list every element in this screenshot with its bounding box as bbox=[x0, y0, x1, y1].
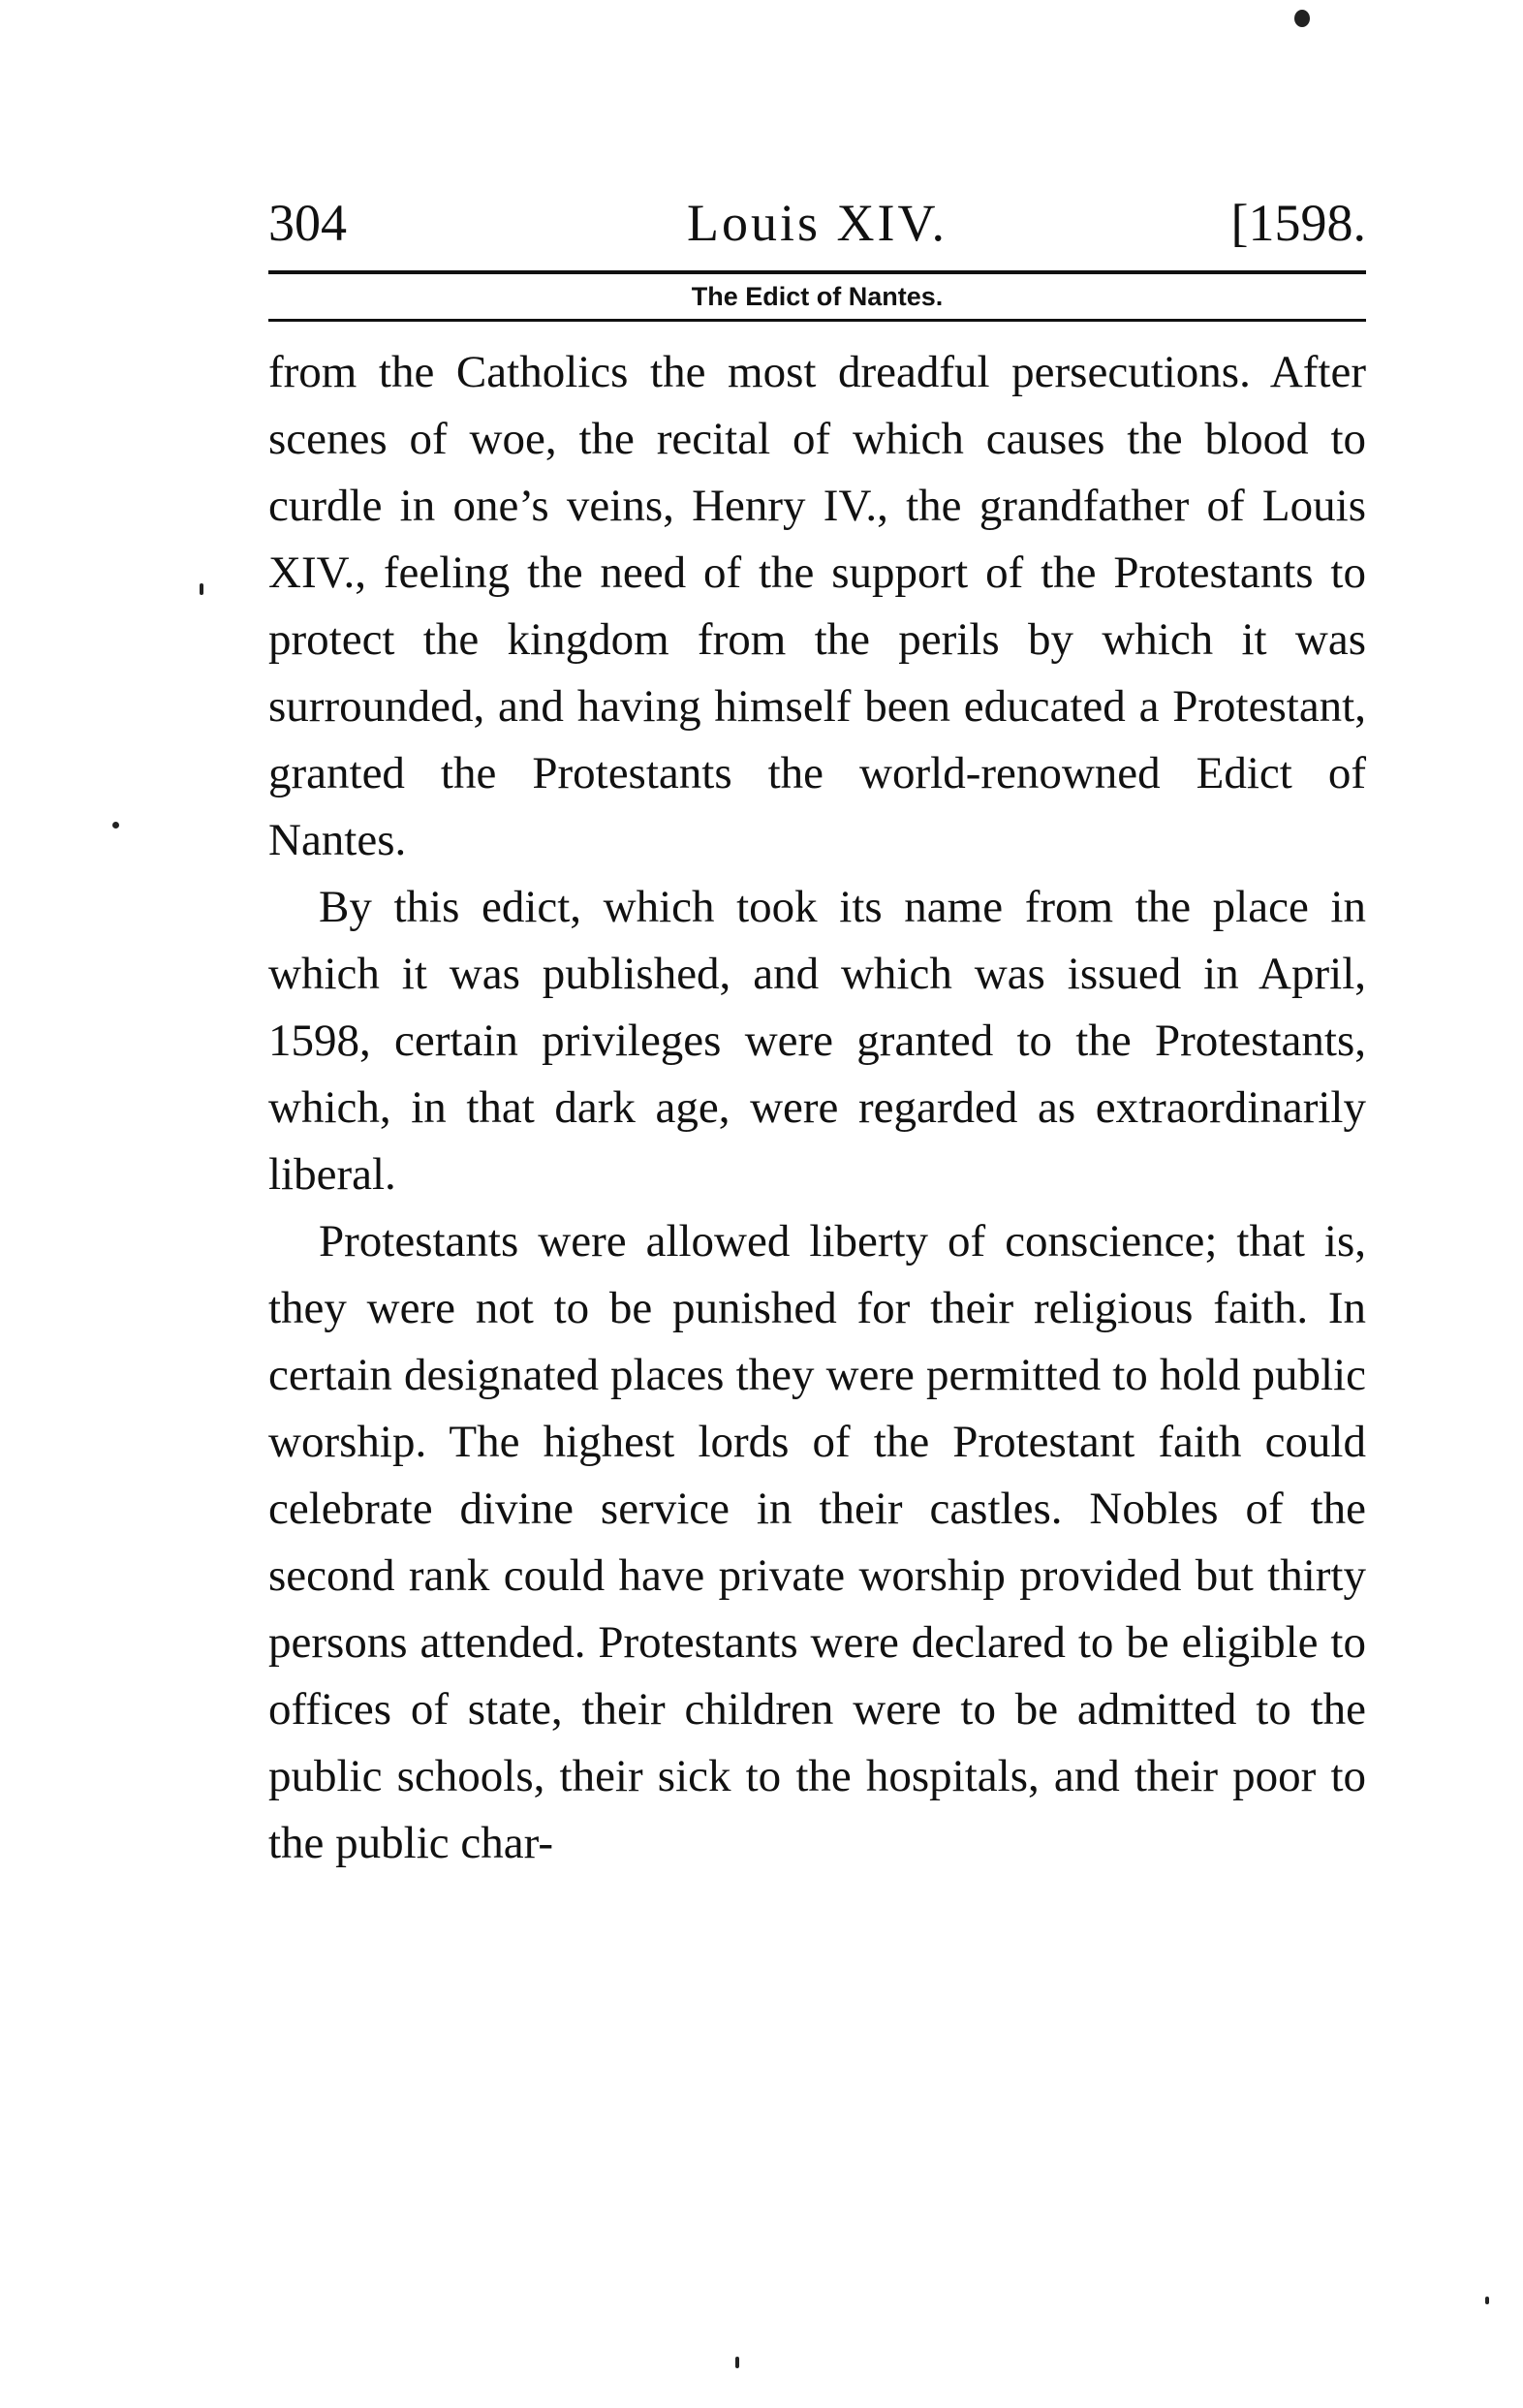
paragraph: Protestants were allowed liberty of conscience; that is, they were not to be punished for their religious faith. In certain designated places they were permitted to hold public worship. The highest lords of the Protestant faith could celebrate divine service in their castles. Nobles of the second rank could have private worship provided but thirty persons attended. Protestants were declared to be eligible to offices of state, their children were to be admitted to the public schools, their sick to the hospitals, and their poor to the public char- bbox=[268, 1216, 1366, 1868]
ink-speck bbox=[200, 583, 203, 595]
book-title: Louis XIV. bbox=[686, 194, 948, 252]
ink-speck bbox=[1485, 2297, 1489, 2304]
page-number: 304 bbox=[268, 194, 347, 252]
section-caption: The Edict of Nantes. bbox=[691, 282, 944, 311]
paragraph-continued: from the Catholics the most dreadful persecutions. After scenes of woe, the recital of which causes the blood to curdle in one’s veins, Henry IV., the grandfather of Louis XIV., feeling the need of the support of the Protestants to protect the kingdom from the perils by which it was surrounded, and having himself been educated a Protestant, granted the Protestants the world-renowned Edict of Nantes. bbox=[268, 347, 1366, 865]
body-text bbox=[268, 339, 1366, 1877]
ink-speck bbox=[112, 822, 119, 829]
ink-speck bbox=[1294, 10, 1310, 27]
paragraph: By this edict, which took its name from the place in which it was published, and which was issued in April, 1598, certain privileges were granted to the Protestants, which, in that dark age, were regarded as extraordinarily liberal. bbox=[268, 882, 1366, 1200]
ink-speck bbox=[735, 2357, 739, 2368]
running-head bbox=[268, 189, 1366, 257]
header-date: [1598. bbox=[1230, 194, 1366, 252]
book-page bbox=[268, 189, 1366, 1877]
caption-rule bbox=[268, 319, 1366, 322]
